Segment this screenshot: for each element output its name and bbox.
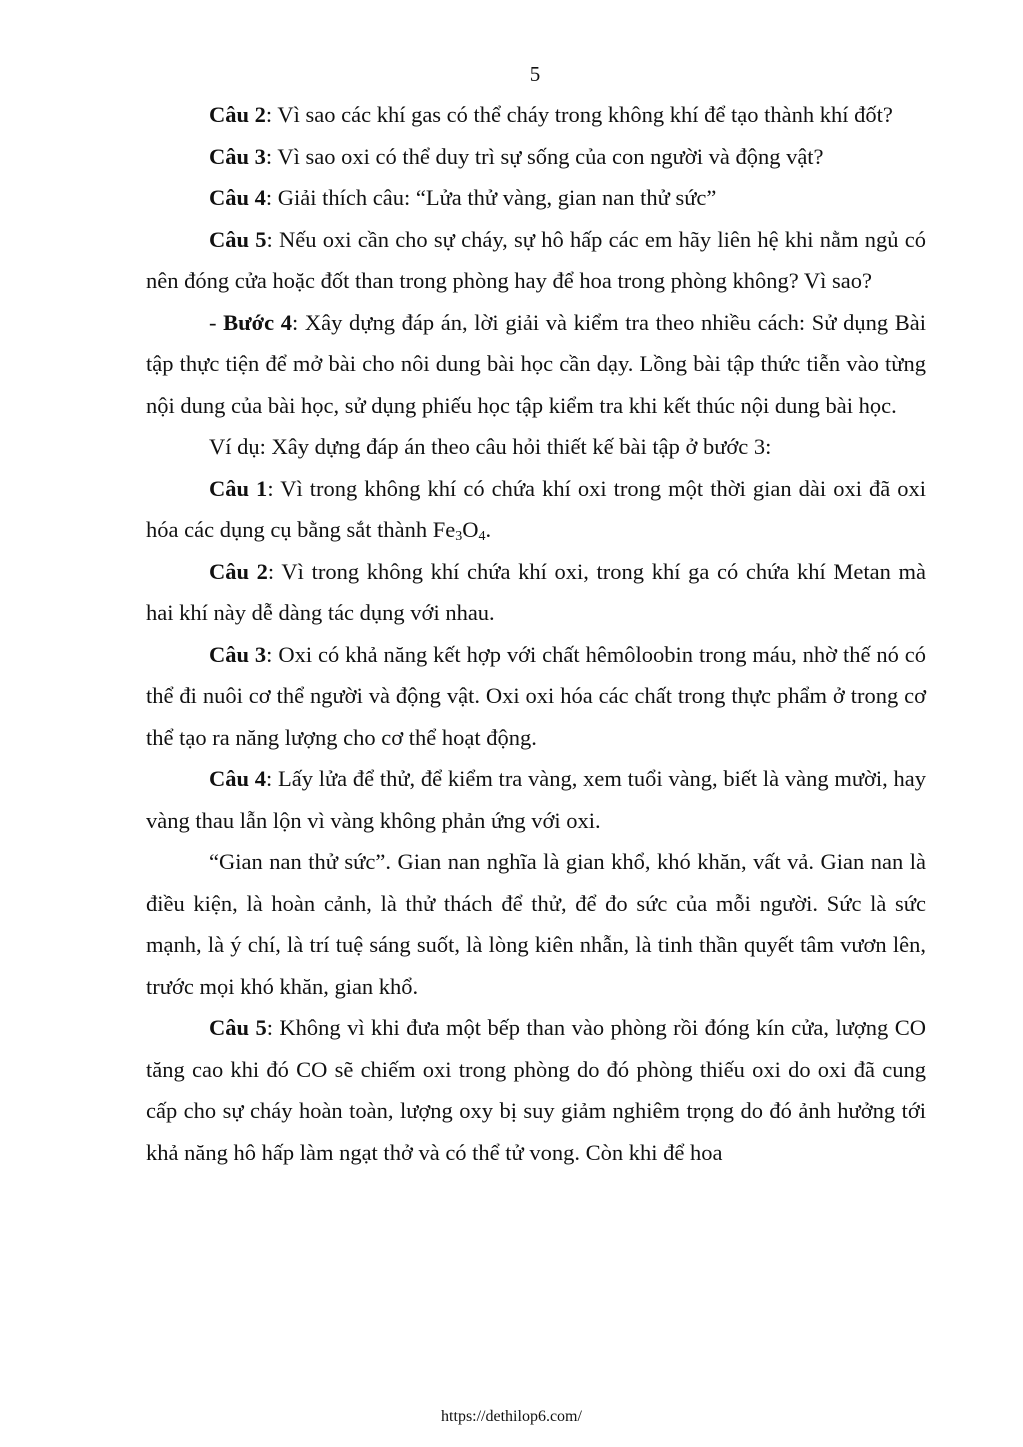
example-intro: Ví dụ: Xây dựng đáp án theo câu hỏi thiết kế bài tập ở bước 3: [209,434,772,459]
answer-label: Câu 4 [209,766,266,791]
question-text: : Nếu oxi cần cho sự cháy, sự hô hấp các em hãy liên hệ khi nằm ngủ có nên đóng cửa hoặc đốt than trong phòng hay để hoa trong phòng không? Vì sao? [146,226,927,293]
document-body [146,94,926,1173]
answer-1 [146,468,926,551]
answer-text: : Vì trong không khí chứa khí oxi, trong khí ga có chứa khí Metan mà hai khí này dễ dàng tác dụng với nhau. [146,558,926,625]
question-3 [146,136,926,178]
subscript-4: 4 [478,529,486,544]
answer-label: Câu 1 [209,475,268,501]
page-number: 5 [529,62,541,86]
question-5 [146,219,926,302]
answer-text: : Vì trong không khí có chứa khí oxi trong một thời gian dài oxi đã oxi hóa các dụng cụ bằng sắt thành Fe [146,475,927,542]
formula-o: O [462,517,479,542]
step-prefix: - [209,309,224,335]
question-label: Câu 2 [209,102,266,127]
subscript-3: 3 [455,529,463,544]
answer-label: Câu 3 [209,641,267,667]
step-4 [146,302,926,427]
answer-4 [146,758,926,841]
question-text: : Vì sao oxi có thể duy trì sự sống của con người và động vật? [265,143,824,169]
answer-text: : Lấy lửa để thử, để kiểm tra vàng, xem tuổi vàng, biết là vàng mười, hay vàng thau lẫn lộn vì vàng không phản ứng với oxi. [146,766,927,833]
question-4 [146,177,926,219]
answer-3 [146,634,926,759]
question-text: : Vì sao các khí gas có thể cháy trong không khí để tạo thành khí đốt? [265,102,893,127]
answer-text: : Oxi có khả năng kết hợp với chất hêmôloobin trong máu, nhờ thế nó có thể đi nuôi cơ thể người và động vật. Oxi oxi hóa các chất trong thực phẩm ở trong cơ thể tạo ra năng lượng cho cơ thể hoạt động. [146,641,926,750]
step-text: : Xây dựng đáp án, lời giải và kiểm tra theo nhiều cách: Sử dụng Bài tập thực tiện để mở bài cho nôi dung bài học cần dạy. Lồng bài tập thức tiễn vào từng nội dung của bài học, sử dụng phiếu học tập kiểm tra khi kết thúc nội dung bài học. [146,309,927,418]
step-label: Bước 4 [223,309,293,335]
question-text: : Giải thích câu: “Lửa thử vàng, gian nan thử sức” [265,185,717,210]
answer-label: Câu 2 [209,558,268,584]
answer-label: Câu 5 [209,1015,267,1040]
question-label: Câu 4 [209,185,266,210]
answer-5 [146,1007,926,1173]
question-label: Câu 3 [209,143,266,169]
answer-text: : Không vì khi đưa một bếp than vào phòng rồi đóng kín cửa, lượng CO tăng cao khi đó CO sẽ chiếm oxi trong phòng do đó phòng thiếu oxi do oxi đã cung cấp cho sự cháy hoàn toàn, lượng oxy bị suy giảm nghiêm trọng do đó ảnh hưởng tới khả năng hô hấp làm ngạt thở và có thể tử vong. Còn khi để hoa [146,1015,926,1165]
question-label: Câu 5 [209,226,267,252]
answer-2 [146,551,926,634]
answer-end: . [485,517,492,542]
question-2 [146,94,926,136]
answer-4-continued: “Gian nan thử sức”. Gian nan nghĩa là gian khổ, khó khăn, vất vả. Gian nan là điều kiện, là hoàn cảnh, là thử thách để thử, để đo sức của mỗi người. Sức là sức mạnh, là ý chí, là trí tuệ sáng suốt, là lòng kiên nhẫn, là tinh thần quyết tâm vươn lên, trước mọi khó khăn, gian khổ. [146,849,926,999]
footer-url[interactable]: https://dethilop6.com/ [441,1408,582,1425]
